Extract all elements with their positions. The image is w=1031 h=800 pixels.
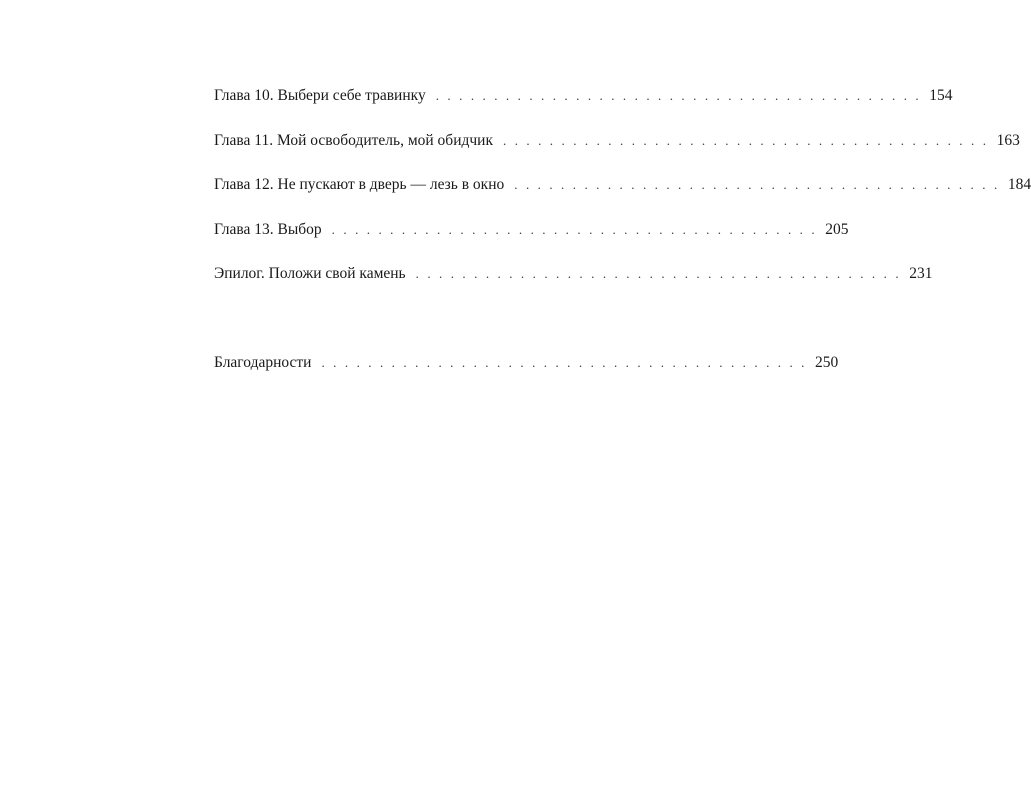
toc-dot-leader: . . . . . . . . . . . . . . . . . . . . . . . . . . . . . . . . . . . . . . . . . . <box>503 132 989 148</box>
toc-entry-page: 205 <box>825 220 849 238</box>
toc-entry-acknowledgements <box>214 351 839 375</box>
toc-dot-leader: . . . . . . . . . . . . . . . . . . . . . . . . . . . . . . . . . . . . . . . . . . <box>514 177 1000 192</box>
table-of-contents <box>214 84 1031 375</box>
toc-entry-title: Глава 12. Не пускают в дверь — лезь в окно <box>214 176 505 193</box>
toc-entry-page: 231 <box>909 265 933 282</box>
toc-entry-title: Глава 13. Выбор <box>214 220 322 238</box>
toc-entry-title: Глава 11. Мой освободитель, мой обидчик <box>214 131 493 149</box>
toc-entry-title: Глава 10. Выбери себе травинку <box>214 87 426 104</box>
toc-dot-leader: . . . . . . . . . . . . . . . . . . . . . . . . . . . . . . . . . . . . . . . . . . <box>415 266 902 281</box>
toc-entry-epilogue <box>214 262 933 286</box>
toc-entry-chapter-12 <box>214 173 1031 197</box>
toc-entry-page: 154 <box>929 87 953 104</box>
toc-dot-leader: . . . . . . . . . . . . . . . . . . . . . . . . . . . . . . . . . . . . . . . . . . <box>331 221 818 237</box>
toc-entry-page: 184 <box>1007 176 1031 193</box>
toc-entry-page: 250 <box>815 354 839 371</box>
toc-entry-chapter-13 <box>214 218 849 242</box>
toc-entry-title: Благодарности <box>214 354 312 371</box>
toc-entry-chapter-11 <box>214 129 1020 153</box>
toc-entry-chapter-10 <box>214 84 953 108</box>
toc-dot-leader: . . . . . . . . . . . . . . . . . . . . . . . . . . . . . . . . . . . . . . . . . . <box>435 88 922 103</box>
toc-entry-page: 163 <box>996 131 1020 149</box>
toc-entry-title: Эпилог. Положи свой камень <box>214 265 406 282</box>
toc-dot-leader: . . . . . . . . . . . . . . . . . . . . . . . . . . . . . . . . . . . . . . . . . . <box>321 355 808 370</box>
